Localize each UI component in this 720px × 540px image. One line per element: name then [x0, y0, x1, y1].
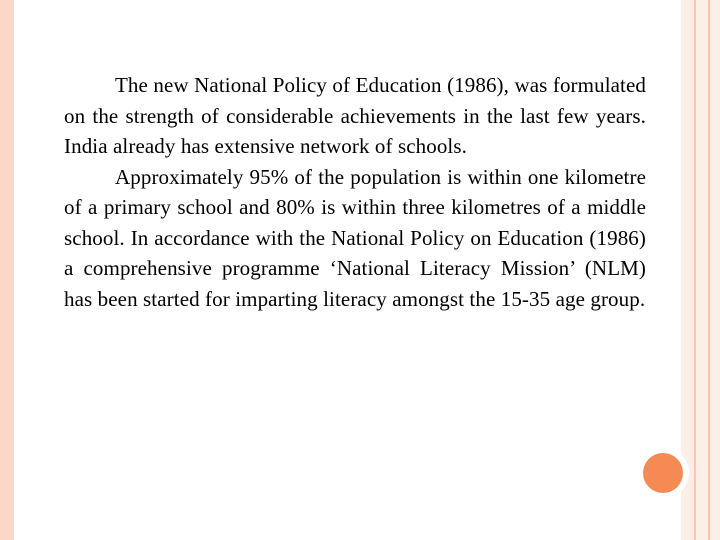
right-decorative-panel	[681, 0, 720, 540]
slide-body-text	[64, 70, 646, 314]
right-panel-line	[708, 0, 710, 540]
right-panel-line	[694, 0, 696, 540]
left-border-bar	[0, 0, 14, 540]
paragraph-nep-intro: The new National Policy of Education (1986), was formulated on the strength of considerable achievements in the last few years. India already has extensive network of schools.	[64, 73, 646, 158]
paragraph-school-access-nlm: Approximately 95% of the population is within one kilometre of a primary school and 80% is within three kilometres of a middle school. In accordance with the National Policy on Education (1986) a comprehensive programme ‘National Literacy Mission’ (NLM) has been started for imparting literacy amongst the 15-35 age group.	[64, 164, 646, 311]
accent-circle-icon	[643, 453, 683, 493]
